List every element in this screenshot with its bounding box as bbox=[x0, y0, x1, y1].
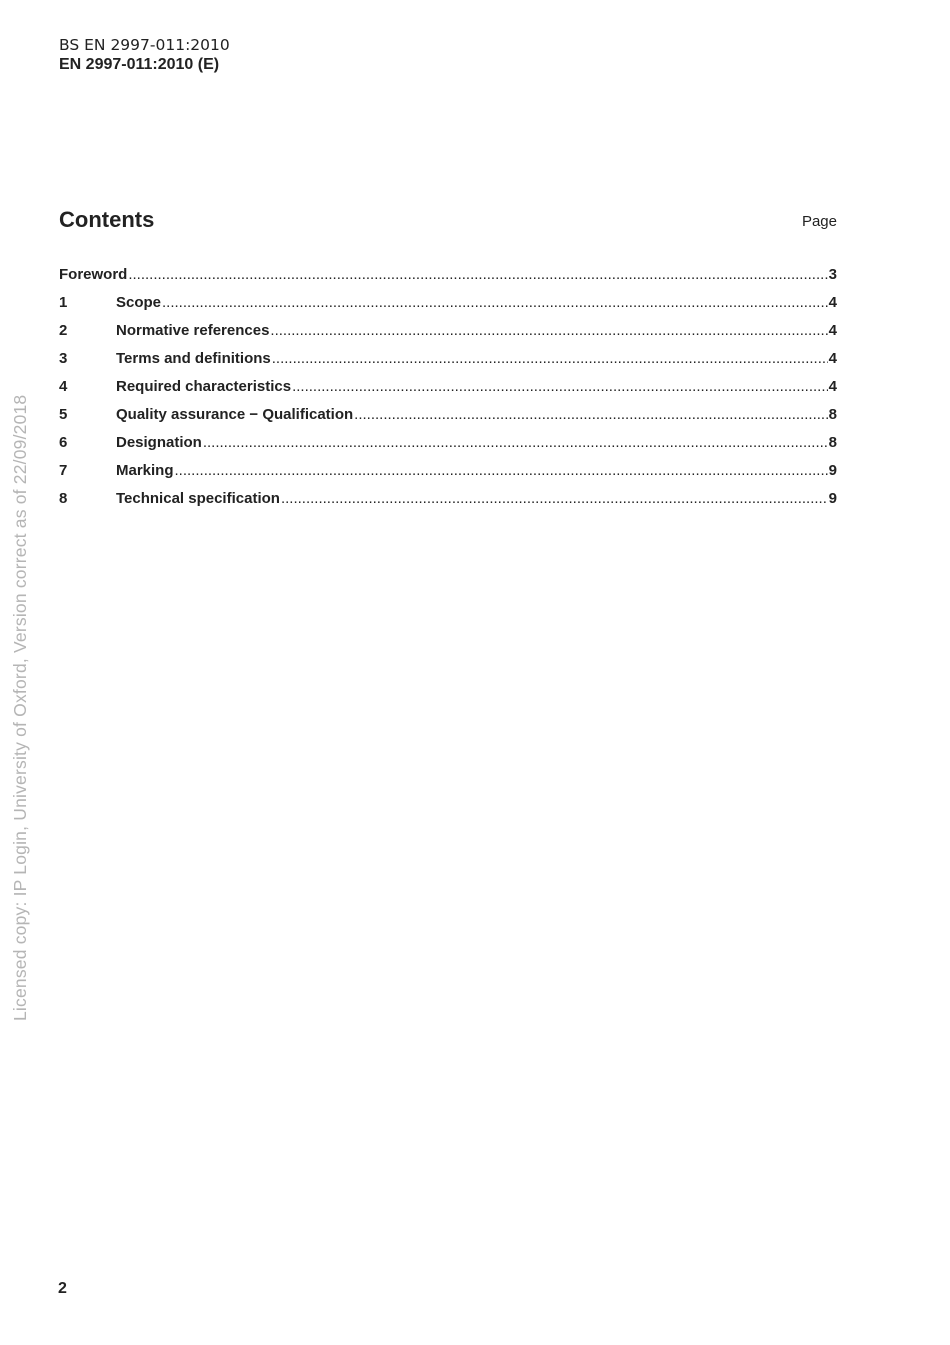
standard-reference-bs: BS EN 2997-011:2010 bbox=[59, 36, 230, 54]
toc-leader-dots bbox=[270, 322, 827, 339]
toc-entry-number: 3 bbox=[59, 350, 68, 367]
toc-entry-number: 5 bbox=[59, 406, 68, 423]
toc-entry-page: 9 bbox=[828, 490, 837, 507]
page-number: 2 bbox=[58, 1280, 67, 1297]
toc-leader-dots bbox=[175, 462, 828, 479]
toc-leader-dots bbox=[162, 294, 828, 311]
toc-entry-quality-assurance[interactable] bbox=[59, 406, 837, 434]
toc-entry-title: Scope bbox=[116, 294, 162, 311]
toc-entry-technical-specification[interactable] bbox=[59, 490, 837, 518]
toc-leader-dots bbox=[281, 490, 828, 507]
document-header bbox=[59, 36, 230, 75]
toc-leader-dots bbox=[272, 350, 828, 367]
toc-entry-normative-references[interactable] bbox=[59, 322, 837, 350]
toc-entry-number: 1 bbox=[59, 294, 68, 311]
toc-entry-number: 6 bbox=[59, 434, 68, 451]
table-of-contents bbox=[59, 266, 837, 518]
license-watermark: Licensed copy: IP Login, University of Oxford, Version correct as of 22/09/2018 bbox=[10, 394, 30, 1021]
toc-entry-title: Marking bbox=[116, 462, 174, 479]
toc-leader-dots bbox=[354, 406, 827, 423]
toc-entry-page: 3 bbox=[828, 266, 837, 283]
toc-entry-designation[interactable] bbox=[59, 434, 837, 462]
toc-entry-title: Designation bbox=[116, 434, 202, 451]
toc-entry-number: 4 bbox=[59, 378, 68, 395]
toc-entry-title: Normative references bbox=[116, 322, 270, 339]
toc-entry-title: Required characteristics bbox=[116, 378, 292, 395]
toc-entry-terms-and-definitions[interactable] bbox=[59, 350, 837, 378]
toc-entry-number: 7 bbox=[59, 462, 68, 479]
toc-entry-page: 9 bbox=[828, 462, 837, 479]
toc-entry-title: Quality assurance − Qualification bbox=[116, 406, 354, 423]
toc-entry-marking[interactable] bbox=[59, 462, 837, 490]
contents-heading: Contents bbox=[59, 207, 155, 232]
toc-entry-page: 4 bbox=[828, 294, 837, 311]
toc-leader-dots bbox=[292, 378, 828, 395]
toc-entry-page: 4 bbox=[828, 378, 837, 395]
toc-entry-scope[interactable] bbox=[59, 294, 837, 322]
toc-leader-dots bbox=[128, 266, 827, 283]
toc-entry-title: Foreword bbox=[59, 266, 128, 283]
toc-entry-required-characteristics[interactable] bbox=[59, 378, 837, 406]
toc-entry-number: 8 bbox=[59, 490, 68, 507]
toc-entry-page: 8 bbox=[828, 434, 837, 451]
standard-reference-en: EN 2997-011:2010 (E) bbox=[59, 56, 220, 73]
toc-entry-number: 2 bbox=[59, 322, 68, 339]
toc-entry-page: 4 bbox=[828, 350, 837, 367]
toc-entry-title: Terms and definitions bbox=[116, 350, 271, 367]
toc-entry-foreword[interactable] bbox=[59, 266, 837, 294]
toc-entry-title: Technical specification bbox=[116, 490, 280, 507]
toc-entry-page: 4 bbox=[828, 322, 837, 339]
toc-entry-page: 8 bbox=[828, 406, 837, 423]
page-column-label: Page bbox=[801, 213, 837, 230]
toc-leader-dots bbox=[203, 434, 828, 451]
